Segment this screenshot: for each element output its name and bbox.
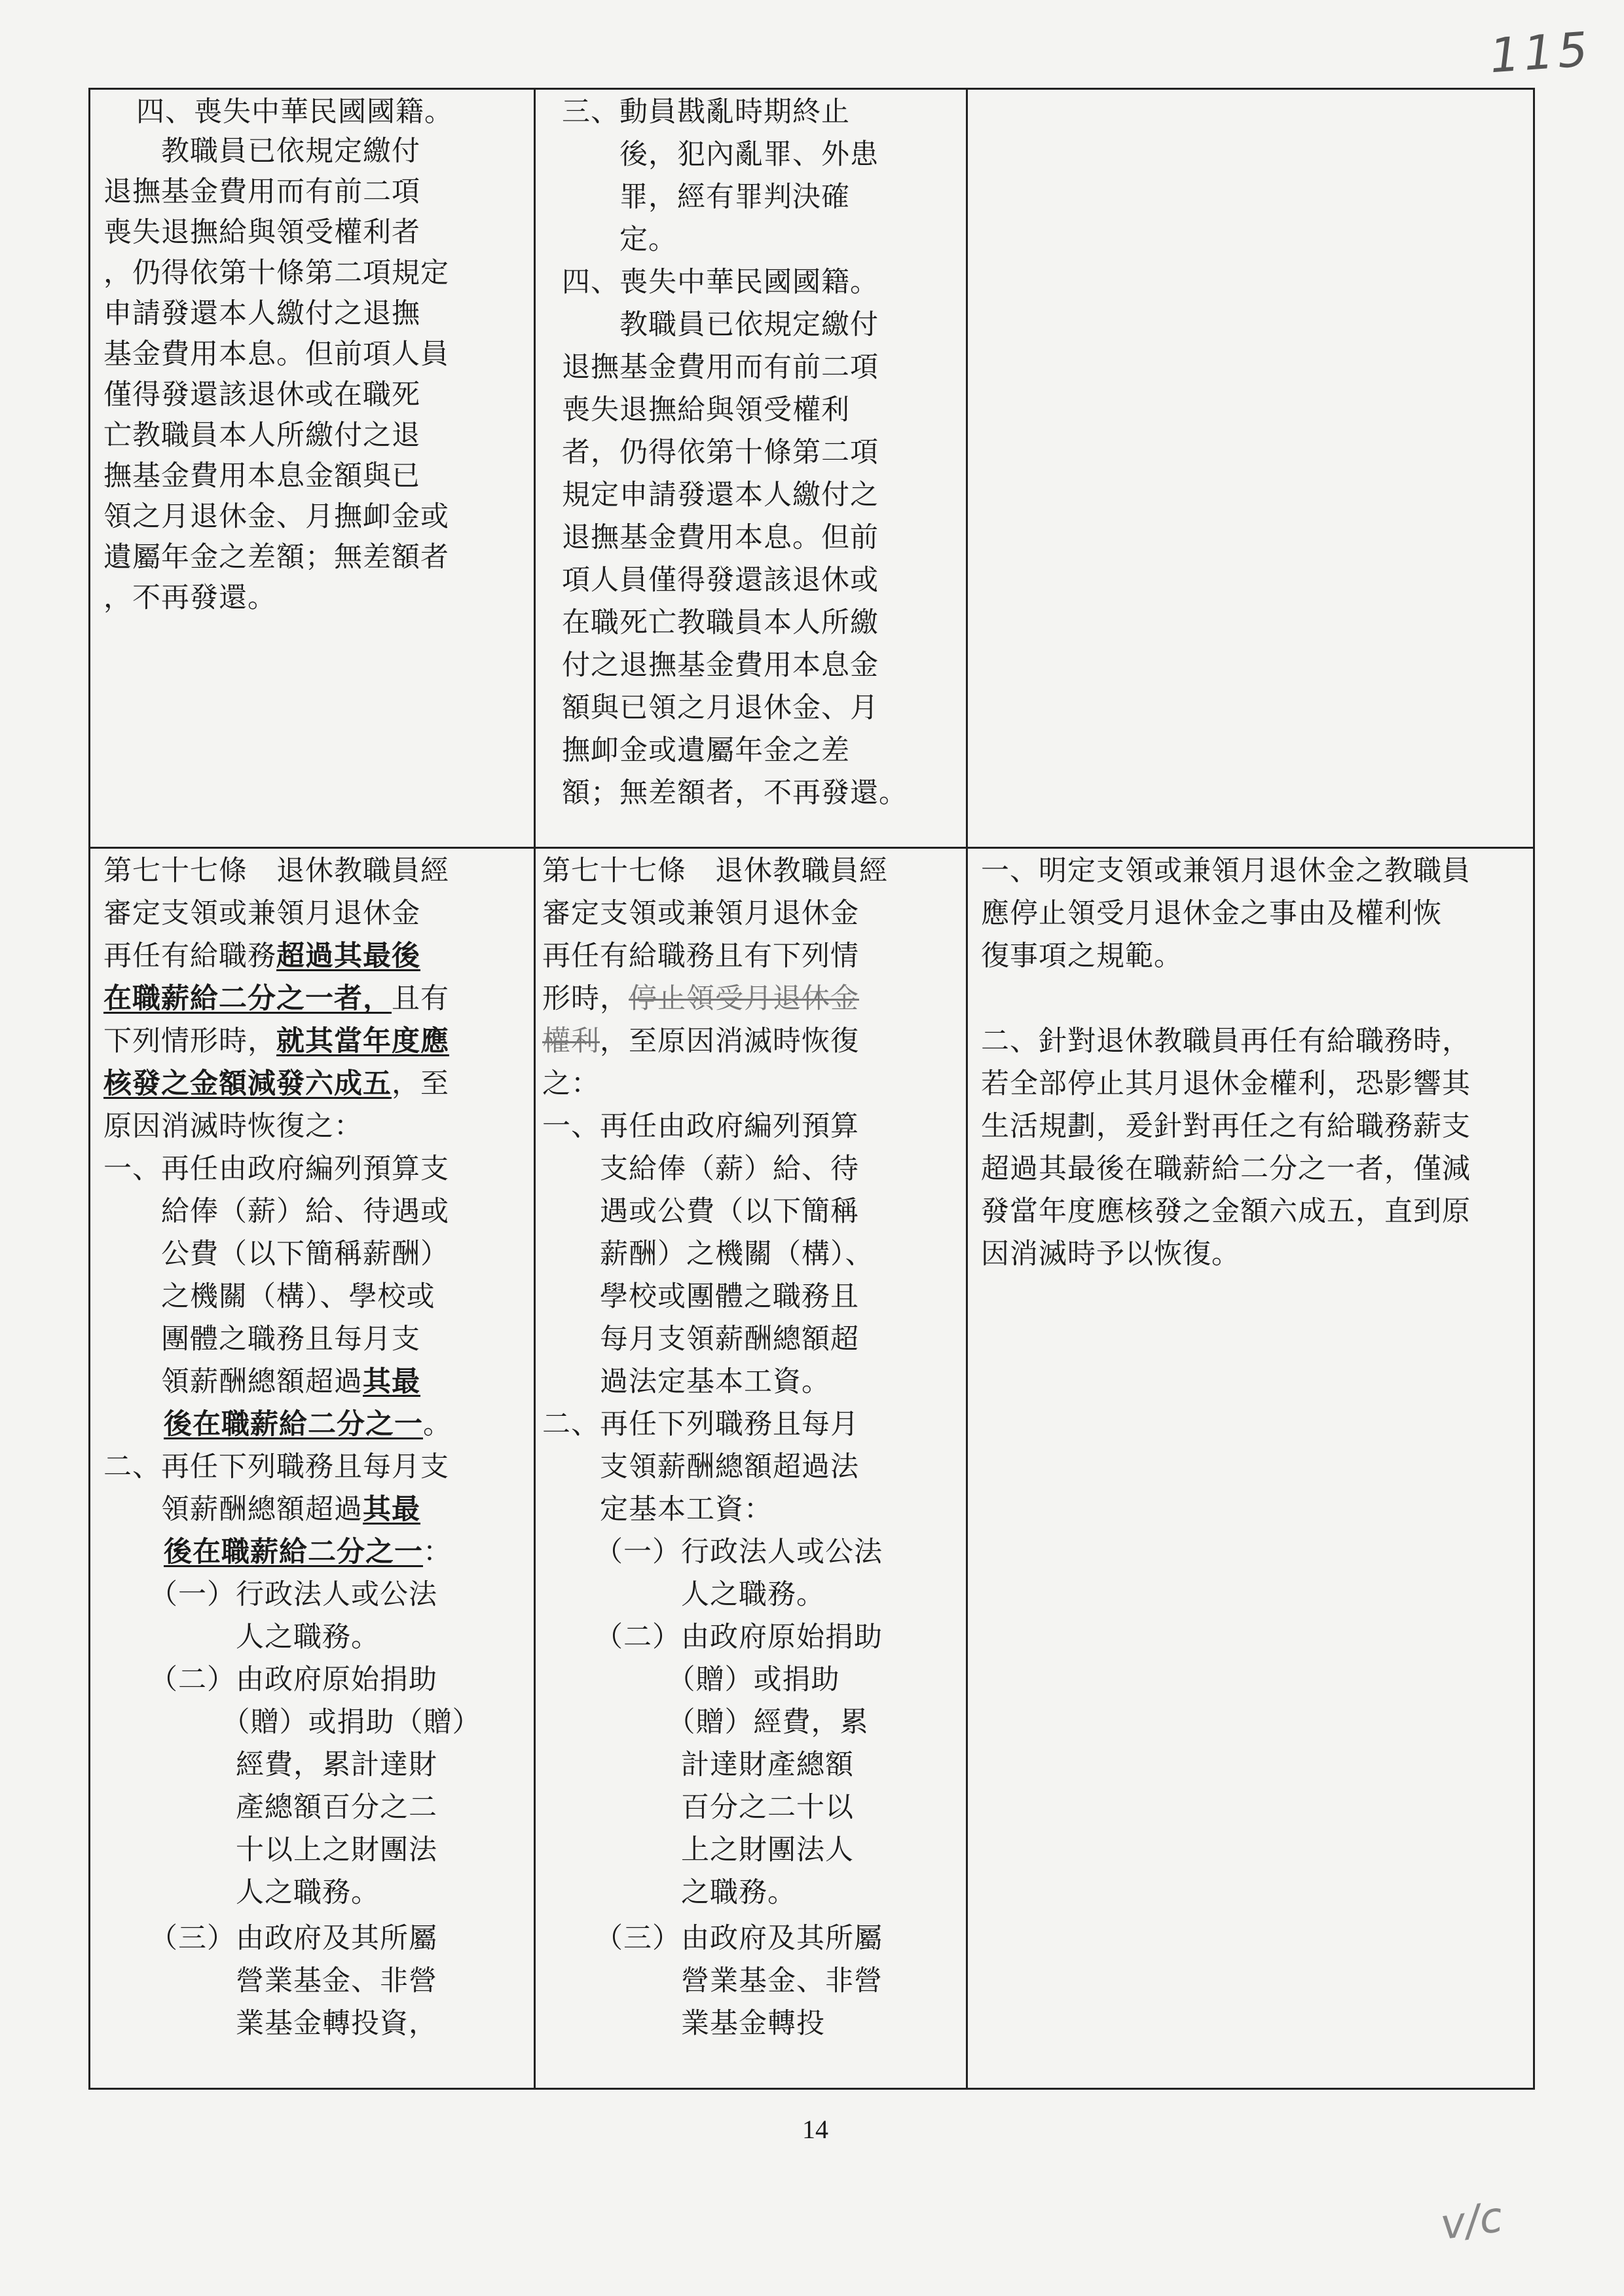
text-line: （三）由政府及其所屬 [595,1922,883,1955]
text-line [103,940,420,972]
article-heading: 第七十七條 退休教職員經 [542,855,888,887]
page-number: 14 [802,2115,828,2144]
text-span: ，至原因消滅時恢復 [600,1025,859,1058]
text-line: 者，仍得依第十條第二項 [562,436,879,469]
text-line: 原因消滅時恢復之： [103,1110,363,1143]
text-line: 退撫基金費用而有前二項 [562,351,879,384]
text-line: 超過其最後在職薪給二分之一者，僅減 [981,1153,1471,1185]
text-line: 過法定基本工資。 [542,1365,830,1398]
underlined-amendment: 核發之金額減發六成五 [103,1067,392,1100]
text-line: 營業基金、非營 [149,1965,437,1997]
text-line: 遇或公費（以下簡稱 [542,1195,859,1228]
text-line: 營業基金、非營 [595,1965,883,1997]
struck-text: 停止領受月退休金 [629,982,859,1015]
text-span: 再任有給職務 [103,940,276,972]
text-line: 人之職務。 [149,1876,380,1909]
table-row [90,848,1534,2089]
text-line: 公費（以下簡稱薪酬） [103,1238,449,1270]
text-line: 定。 [562,223,677,256]
text-line: 在職死亡教職員本人所繳 [562,606,879,639]
text-line: 領之月退休金、月撫卹金或 [103,500,449,533]
text-line: 再任有給職務且有下列情 [542,940,859,972]
text-line: 四、喪失中華民國國籍。 [136,96,453,128]
text-span: 下列情形時， [103,1025,276,1058]
text-line: 退撫基金費用本息。但前 [562,521,879,554]
text-line: （贈）或捐助 [595,1663,840,1696]
article-heading: 第七十七條 退休教職員經 [103,855,449,887]
text-line: 撫基金費用本息金額與已 [103,460,420,492]
text-line: 計達財產總額 [595,1749,854,1781]
text-line: （贈）或捐助（贈） [149,1706,481,1739]
underlined-amendment: 其最 [363,1365,420,1398]
text-line: 額與已領之月退休金、月 [562,692,879,724]
text-line: 產總額百分之二 [149,1791,437,1824]
text-line: 應停止領受月退休金之事由及權利恢 [981,897,1442,930]
text-line: 薪酬）之機關（構）、 [542,1238,874,1270]
explanation-cell [967,848,1534,2089]
underlined-amendment: 就其當年度應 [276,1025,449,1058]
text-line [103,983,449,1014]
text-line: 上之財團法人 [595,1834,854,1866]
text-line: ，不再發還。 [103,582,276,614]
text-line [542,1026,859,1057]
text-line: 生活規劃，爰針對再任之有給職務薪支 [981,1110,1471,1143]
text-line: 學校或團體之職務且 [542,1280,859,1313]
text-line: 二、針對退休教職員再任有給職務時， [981,1025,1471,1058]
text-line: 若全部停止其月退休金權利，恐影響其 [981,1067,1471,1100]
text-line: （贈）經費，累 [595,1706,869,1739]
underlined-amendment: 後在職薪給二分之一 [164,1408,423,1441]
text-line: 因消滅時予以恢復。 [981,1238,1240,1270]
explanation-cell [967,89,1534,848]
text-line: 亡教職員本人所繳付之退 [103,419,420,452]
text-line [103,1409,452,1440]
text-line: 給俸（薪）給、待遇或 [103,1195,449,1228]
underlined-amendment: 在職薪給二分之一者， [103,982,392,1015]
text-line: ，仍得依第十條第二項規定 [103,257,449,289]
text-line [542,983,859,1014]
text-line: 項人員僅得發還該退休或 [562,564,879,597]
text-line: 之： [542,1067,600,1100]
text-line: 審定支領或兼領月退休金 [542,897,859,930]
text-line: 三、動員戡亂時期終止 [562,96,850,128]
text-line: 團體之職務且每月支 [103,1323,420,1356]
text-line [103,1068,449,1100]
text-line: 一、再任由政府編列預算支 [103,1153,449,1185]
text-line: 支給俸（薪）給、待 [542,1153,859,1185]
text-line: 罪，經有罪判決確 [562,181,850,213]
underlined-amendment: 後在職薪給二分之一 [164,1536,423,1568]
underlined-amendment: 其最 [363,1493,420,1526]
text-line: 復事項之規範。 [981,940,1183,972]
text-line: （二）由政府原始捐助 [149,1663,437,1696]
text-line: 之機關（構）、學校或 [103,1280,435,1313]
text-line: 退撫基金費用而有前二項 [103,176,420,208]
text-line: 十以上之財團法 [149,1834,437,1866]
text-span: ： [423,1536,452,1568]
text-line: 付之退撫基金費用本息金 [562,649,879,682]
text-line: 審定支領或兼領月退休金 [103,897,420,930]
text-line: 規定申請發還本人繳付之 [562,479,879,511]
text-line: 業基金轉投資， [149,2007,437,2040]
text-line: 每月支領薪酬總額超 [542,1323,859,1356]
text-line [103,1366,420,1398]
text-line: 教職員已依規定繳付 [562,308,879,341]
text-line: 喪失退撫給與領受權利 [562,394,850,426]
text-line: 後，犯內亂罪、外患 [562,138,879,171]
text-line [103,1536,452,1568]
text-line: 撫卹金或遺屬年金之差 [562,734,850,767]
text-line: 二、再任下列職務且每月 [542,1408,859,1441]
text-line: 喪失退撫給與領受權利者 [103,216,420,249]
text-span: 。 [423,1408,452,1441]
text-line: 基金費用本息。但前項人員 [103,338,449,371]
current-text-cell [535,89,967,848]
underlined-amendment: 超過其最後 [276,940,420,972]
table-row [90,89,1534,848]
text-line: 僅得發還該退休或在職死 [103,379,420,411]
text-line: 業基金轉投 [595,2007,825,2040]
comparison-table [88,88,1535,2090]
text-span: 領薪酬總額超過 [103,1365,363,1398]
text-line: 發當年度應核發之金額六成五，直到原 [981,1195,1471,1228]
text-line: 人之職務。 [149,1621,380,1654]
handwritten-page-mark: 115 [1488,21,1594,84]
text-span: ，至 [392,1067,449,1100]
text-line: （一）行政法人或公法 [149,1578,437,1611]
text-span: 形時， [542,982,629,1015]
text-line: 遺屬年金之差額；無差額者 [103,541,449,574]
text-line: 四、喪失中華民國國籍。 [562,266,879,299]
text-line: 教職員已依規定繳付 [103,135,420,168]
text-line: 人之職務。 [595,1578,825,1611]
text-line: 百分之二十以 [595,1791,854,1824]
text-line [103,1026,449,1057]
text-span: 領薪酬總額超過 [103,1493,363,1526]
text-line: 一、明定支領或兼領月退休金之教職員 [981,855,1471,887]
text-line: 額；無差額者，不再發還。 [562,777,908,809]
text-line [103,1494,420,1525]
text-line: 定基本工資： [542,1493,773,1526]
amended-text-cell [90,89,535,848]
current-text-cell [535,848,967,2089]
text-line: （二）由政府原始捐助 [595,1621,883,1654]
text-line: （一）行政法人或公法 [595,1536,883,1568]
text-line: 一、再任由政府編列預算 [542,1110,859,1143]
handwritten-corner-mark: v/c [1437,2193,1506,2250]
text-line: （三）由政府及其所屬 [149,1922,437,1955]
text-span: 且有 [392,982,449,1015]
text-line: 經費，累計達財 [149,1749,437,1781]
text-line: 二、再任下列職務且每月支 [103,1451,449,1483]
struck-text: 權利 [542,1025,600,1058]
text-line: 支領薪酬總額超過法 [542,1451,859,1483]
text-line: 申請發還本人繳付之退撫 [103,297,420,330]
text-line: 之職務。 [595,1876,796,1909]
amended-text-cell [90,848,535,2089]
